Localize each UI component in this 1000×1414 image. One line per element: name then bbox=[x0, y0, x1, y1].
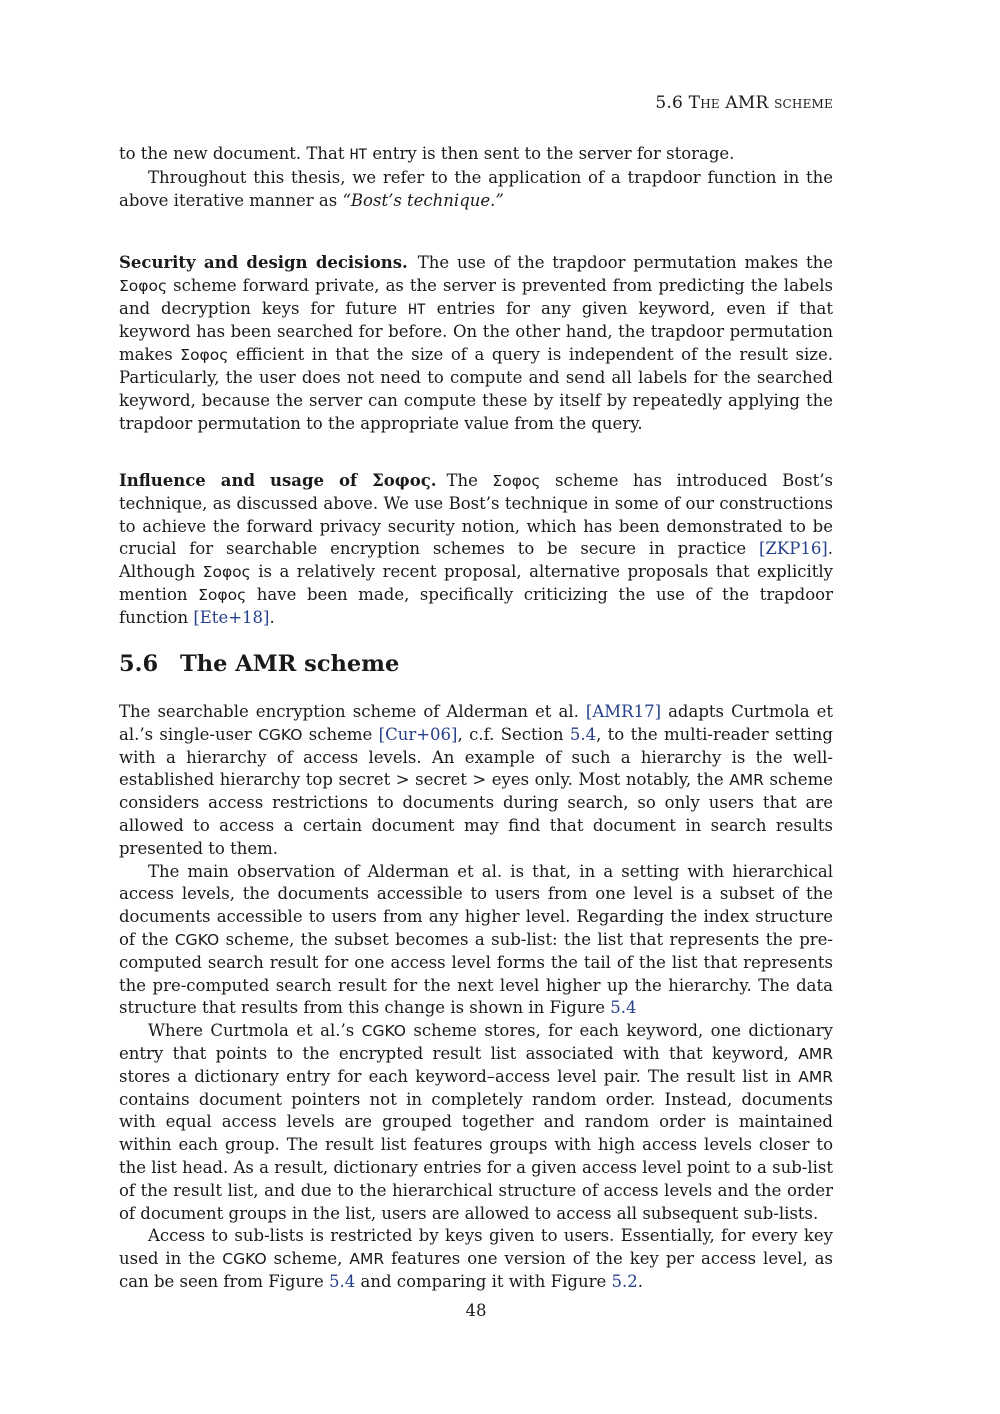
amr-paragraph-2 bbox=[119, 861, 833, 1021]
text-run: The bbox=[446, 471, 493, 490]
sophos-name: Σoφoς bbox=[198, 585, 247, 604]
security-text bbox=[119, 252, 833, 435]
text-run: adapts Curtmola et al.’s single-user bbox=[119, 702, 833, 744]
figure-ref-link[interactable]: 5.2 bbox=[611, 1271, 638, 1291]
text-run: stores a dictionary entry for each keyword–access level pair. The result list in bbox=[119, 1066, 799, 1086]
section-title: The AMR scheme bbox=[180, 651, 400, 677]
text-run: scheme, bbox=[266, 1249, 350, 1269]
running-header-number: 5.6 bbox=[655, 93, 684, 113]
amr-paragraph-3 bbox=[119, 1020, 833, 1225]
text-run: Throughout this thesis, we refer to the application of a trapdoor function in the above iterative manner as bbox=[119, 167, 833, 210]
cgko-name: CGKO bbox=[258, 725, 303, 744]
ht-label: HT bbox=[408, 301, 426, 318]
amr-body bbox=[119, 701, 833, 1294]
influence-paragraph bbox=[119, 470, 833, 630]
intro-paragraph-1 bbox=[119, 143, 833, 167]
security-paragraph bbox=[119, 252, 833, 435]
text-run: The searchable encryption scheme of Alderman et al. bbox=[119, 702, 586, 721]
text-run: . Although bbox=[119, 539, 833, 582]
running-header bbox=[655, 92, 833, 115]
text-run: The main observation of Alderman et al. is that, in a setting with hierarchical access levels, the documents accessible to users from one level is a subset of the documents accessible to users from any higher level. Regarding the index structure of the bbox=[119, 861, 833, 949]
text-run: features one version of the key per access level, as can be seen from Figure bbox=[119, 1249, 833, 1291]
intro-paragraph-2 bbox=[119, 167, 833, 213]
sophos-name: Σoφoς bbox=[202, 563, 251, 582]
text-run: scheme considers access restrictions to documents during search, so only users that are allowed to access a certain document may find that document in search results presented to them. bbox=[119, 770, 833, 858]
text-run: Where Curtmola et al.’s bbox=[148, 1021, 362, 1041]
sophos-name: Σoφoς bbox=[119, 276, 168, 295]
bost-technique-quote: “Bost’s technique.” bbox=[342, 190, 504, 210]
figure-ref-link[interactable]: 5.4 bbox=[610, 998, 637, 1018]
amr-name: AMR bbox=[798, 1044, 833, 1063]
text-run: is a relatively recent proposal, alternative proposals that explicitly mention bbox=[119, 562, 833, 604]
text-run: scheme bbox=[302, 724, 379, 744]
section-ref-link[interactable]: 5.4 bbox=[569, 724, 597, 744]
text-run: scheme stores, for each keyword, one dictionary entry that points to the encrypted result list associated with that keyword, bbox=[119, 1021, 833, 1063]
sophos-name: Σoφoς bbox=[180, 346, 229, 365]
text-run: . bbox=[269, 607, 275, 627]
cgko-name: CGKO bbox=[174, 930, 220, 949]
security-heading: Security and design decisions. bbox=[119, 253, 408, 272]
running-header-title: The AMR scheme bbox=[688, 93, 833, 113]
text-run: . bbox=[637, 1271, 643, 1291]
amr-paragraph-4 bbox=[119, 1225, 833, 1293]
intro-block bbox=[119, 143, 833, 212]
sophos-name: Σoφoς bbox=[492, 472, 541, 490]
figure-ref-link[interactable]: 5.4 bbox=[329, 1271, 356, 1291]
text-run: and comparing it with Figure bbox=[355, 1271, 612, 1291]
text-run: to the new document. That bbox=[119, 144, 350, 163]
text-run: entries for any given keyword, even if that keyword has been searched for before. On the other hand, the trapdoor permutation makes bbox=[119, 298, 833, 365]
text-run: , to the multi-reader setting with a hierarchy of access levels. An example of such a hierarchy is the well-established hierarchy top secret > secret > eyes only. Most notably, the bbox=[119, 724, 833, 790]
amr-name: AMR bbox=[729, 771, 764, 790]
text-run: efficient in that the size of a query is independent of the result size. Particularly, the user does not need to compute and send all labels for the searched keyword, because the server can compute these by itself by repeatedly applying the trapdoor permutation to the appropriate value from the query. bbox=[119, 345, 833, 433]
influence-heading: Influence and usage of Σoφoς. bbox=[119, 471, 437, 490]
ht-label: HT bbox=[349, 147, 368, 163]
amr-paragraph-1 bbox=[119, 701, 833, 861]
text-run: scheme has introduced Bost’s technique, as discussed above. We use Bost’s technique in some of our constructions to achieve the forward privacy security notion, which has been demonstrated to be crucial for searchable encryption schemes to be secure in practice bbox=[119, 471, 833, 559]
text-run: Access to sub-lists is restricted by keys given to users. Essentially, for every key used in the bbox=[119, 1226, 833, 1269]
text-run: contains document pointers not in completely random order. Instead, documents with equal access levels are grouped together and random order is maintained within each group. The result list features groups with high access levels closer to the list head. As a result, dictionary entries for a given access level point to a sub-list of the result list, and due to the hierarchical structure of access levels and the order of document groups in the list, users are allowed to access all subsequent sub-lists. bbox=[119, 1089, 833, 1223]
section-number: 5.6 bbox=[119, 651, 159, 677]
citation-link-zkp16[interactable]: [ZKP16] bbox=[758, 539, 828, 559]
text-run: , c.f. Section bbox=[457, 724, 570, 744]
amr-name: AMR bbox=[798, 1067, 833, 1086]
citation-link-cur06[interactable]: [Cur+06] bbox=[378, 724, 458, 744]
text-run: entry is then sent to the server for storage. bbox=[367, 144, 735, 163]
influence-text bbox=[119, 470, 833, 630]
text-run: scheme, the subset becomes a sub-list: the list that represents the pre-computed search result for one access level forms the tail of the list that represents the pre-computed search result for the next level higher up the hierarchy. The data structure that results from this change is shown in Figure bbox=[119, 929, 833, 1018]
text-run: have been made, specifically criticizing the use of the trapdoor function bbox=[119, 584, 833, 627]
citation-link-amr17[interactable]: [AMR17] bbox=[585, 702, 662, 721]
text-run: The use of the trapdoor permutation makes the bbox=[417, 253, 833, 272]
cgko-name: CGKO bbox=[222, 1250, 267, 1269]
citation-link-ete18[interactable]: [Ete+18] bbox=[193, 607, 270, 627]
text-run: scheme forward private, as the server is prevented from predicting the labels and decryption keys for future bbox=[119, 275, 833, 318]
section-heading bbox=[119, 650, 399, 678]
amr-name: AMR bbox=[349, 1250, 385, 1269]
cgko-name: CGKO bbox=[361, 1022, 406, 1041]
page-number: 48 bbox=[465, 1301, 487, 1320]
